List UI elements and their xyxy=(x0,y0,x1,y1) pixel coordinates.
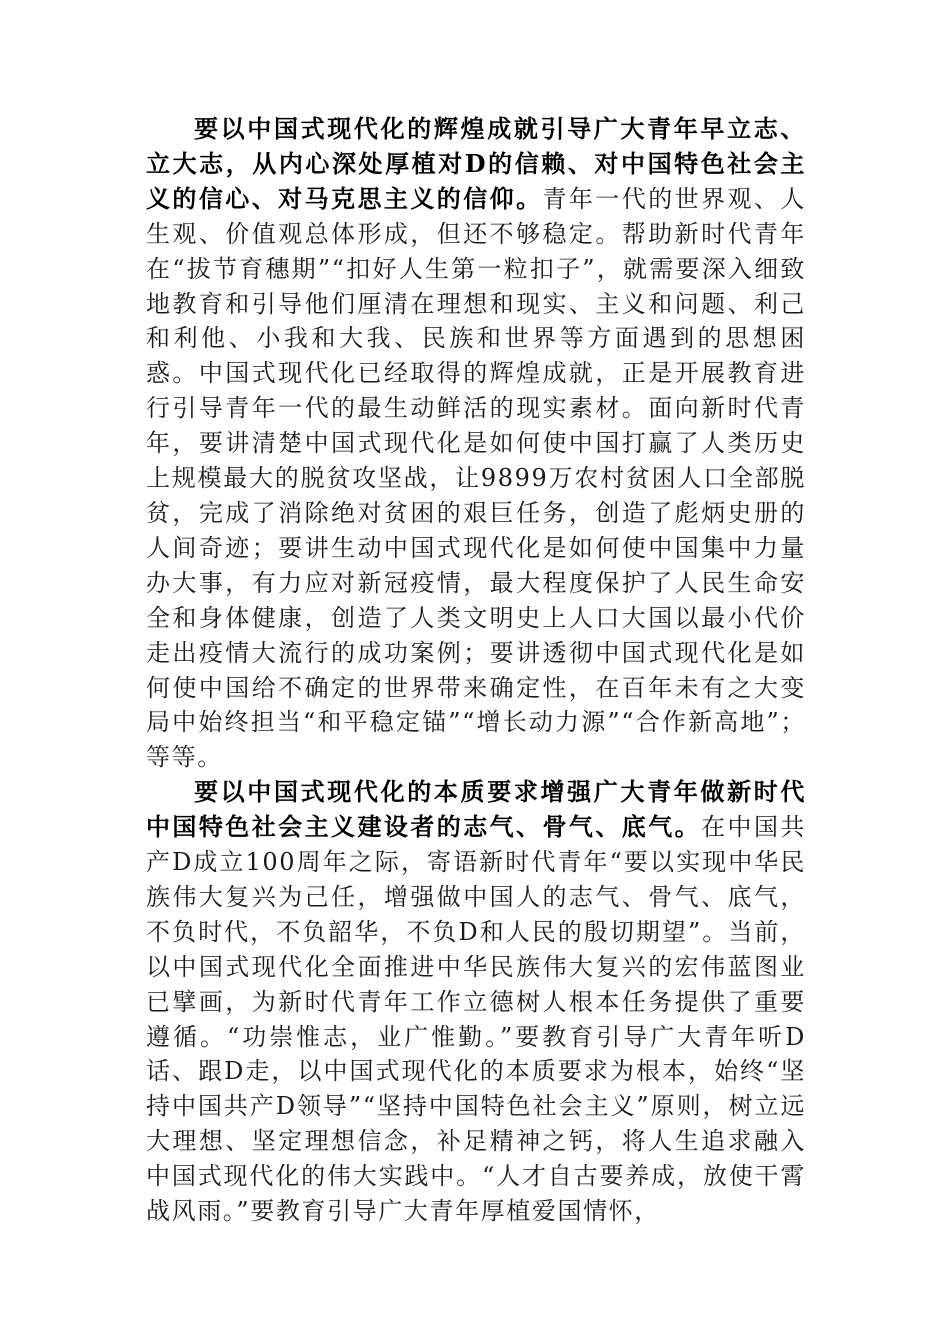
paragraph-2-lead: 要以中国式现代化的本质要求增强广大青年做新时代中国特色社会主义建设者的志气、骨气、底气。 xyxy=(146,777,806,842)
document-body xyxy=(146,112,806,1229)
paragraph-1 xyxy=(146,112,806,775)
paragraph-2-body: 在中国共产D成立100周年之际，寄语新时代青年“要以实现中华民族伟大复兴为己任，增强做中国人的志气、骨气、底气，不负时代，不负韶华，不负D和人民的殷切期望”。当前，以中国式现代化全面推进中华民族伟大复兴的宏伟蓝图业已擘画，为新时代青年工作立德树人根本任务提供了重要遵循。“功崇惟志，业广惟勤。”要教育引导广大青年听D话、跟D走，以中国式现代化的本质要求为根本，始终“坚持中国共产D领导”“坚持中国特色社会主义”原则，树立远大理想、坚定理想信念，补足精神之钙，将人生追求融入中国式现代化的伟大实践中。“人才自古要养成，放使干霄战风雨。”要教育引导广大青年厚植爱国情怀， xyxy=(146,813,806,1226)
paragraph-1-lead: 要以中国式现代化的辉煌成就引导广大青年早立志、立大志，从内心深处厚植对D的信赖、对中国特色社会主义的信心、对马克思主义的信仰。 xyxy=(146,114,806,213)
paragraph-1-body: 青年一代的世界观、人生观、价值观总体形成，但还不够稳定。帮助新时代青年在“拔节育穗期”“扣好人生第一粒扣子”，就需要深入细致地教育和引导他们厘清在理想和现实、主义和问题、利己和利他、小我和大我、民族和世界等方面遇到的思想困惑。中国式现代化已经取得的辉煌成就，正是开展教育进行引导青年一代的最生动鲜活的现实素材。面向新时代青年，要讲清楚中国式现代化是如何使中国打赢了人类历史上规模最大的脱贫攻坚战，让9899万农村贫困人口全部脱贫，完成了消除绝对贫困的艰巨任务，创造了彪炳史册的人间奇迹；要讲生动中国式现代化是如何使中国集中力量办大事，有力应对新冠疫情，最大程度保护了人民生命安全和身体健康，创造了人类文明史上人口大国以最小代价走出疫情大流行的成功案例；要讲透彻中国式现代化是如何使中国给不确定的世界带来确定性，在百年未有之大变局中始终担当“和平稳定锚”“增长动力源”“合作新高地”；等等。 xyxy=(146,184,806,772)
paragraph-2 xyxy=(146,775,806,1229)
